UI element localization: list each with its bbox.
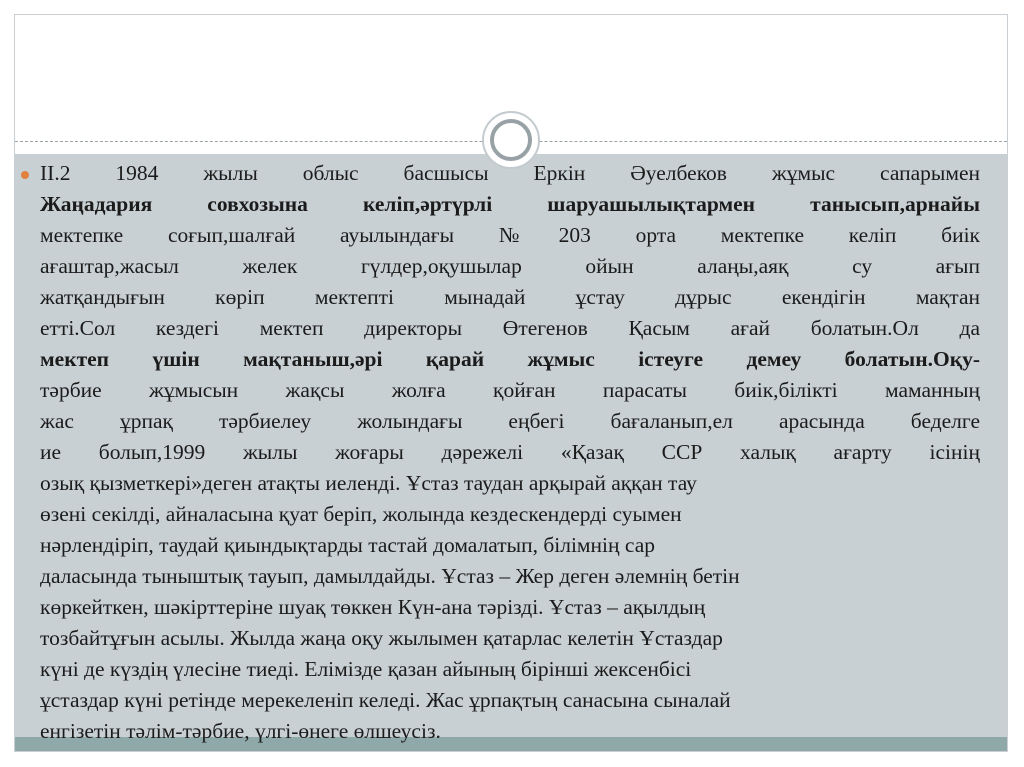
paragraph-line: енгізетін тәлім-тәрбие, үлгі-өнеге өлшеусіз.	[40, 719, 441, 743]
paragraph-line: II.2 1984 жылы облыс басшысы Еркін Әуелбеков жұмыс сапарымен	[40, 161, 980, 185]
paragraph-line: Жаңадария совхозына келіп,әртүрлі шаруашылықтармен танысып,арнайы	[40, 192, 980, 216]
paragraph-line: көркейткен, шәкірттеріне шуақ төккен Күн-ана тәрізді. Ұстаз – ақылдың	[40, 595, 706, 619]
paragraph-line: нәрлендіріп, таудай қиындықтарды тастай домалатып, білімнің сар	[40, 533, 655, 557]
paragraph-line: даласында тыныштық тауып, дамылдайды. Ұстаз – Жер деген әлемнің бетін	[40, 564, 740, 588]
paragraph-line: жатқандығын көріп мектепті мынадай ұстау дұрыс екендігін мақтан	[40, 285, 980, 309]
paragraph-line: тәрбие жұмысын жақсы жолға қойған парасаты биік,білікті маманның	[40, 378, 980, 402]
paragraph-line: тозбайтұғын асылы. Жылда жаңа оқу жылымен қатарлас келетін Ұстаздар	[40, 626, 723, 650]
paragraph-line: мектепке соғып,шалғай ауылындағы №203 орта мектепке келіп биік	[40, 223, 980, 247]
paragraph-line: ағаштар,жасыл желек гүлдер,оқушылар ойын алаңы,аяқ су ағып	[40, 254, 980, 278]
paragraph-line: жас ұрпақ тәрбиелеу жолындағы еңбегі бағаланып,ел арасында беделге	[40, 409, 980, 433]
bullet-icon	[21, 171, 29, 179]
paragraph-line: өзені секілді, айналасына қуат беріп, жолында кездескендерді суымен	[40, 502, 682, 526]
paragraph-line: күні де күздің үлесіне тиеді. Елімізде қазан айының бірінші жексенбісі	[40, 657, 692, 681]
paragraph-line: мектеп үшін мақтаныш,әрі қарай жұмыс істеуге демеу болатын.Оқу-	[40, 347, 980, 371]
paragraph-line: ұстаздар күні ретінде мерекеленіп келеді. Жас ұрпақтың санасына сыналай	[40, 688, 731, 712]
paragraph-line: етті.Сол кездегі мектеп директоры Өтегенов Қасым ағай болатын.Ол да	[40, 316, 980, 340]
body-paragraph	[40, 158, 980, 747]
paragraph-line: ие болып,1999 жылы жоғары дәрежелі «Қазақ ССР халық ағарту ісінің	[40, 440, 980, 464]
paragraph-line: озық қызметкері»деген атақты иеленді. Ұстаз таудан арқырай аққан тау	[40, 471, 697, 495]
